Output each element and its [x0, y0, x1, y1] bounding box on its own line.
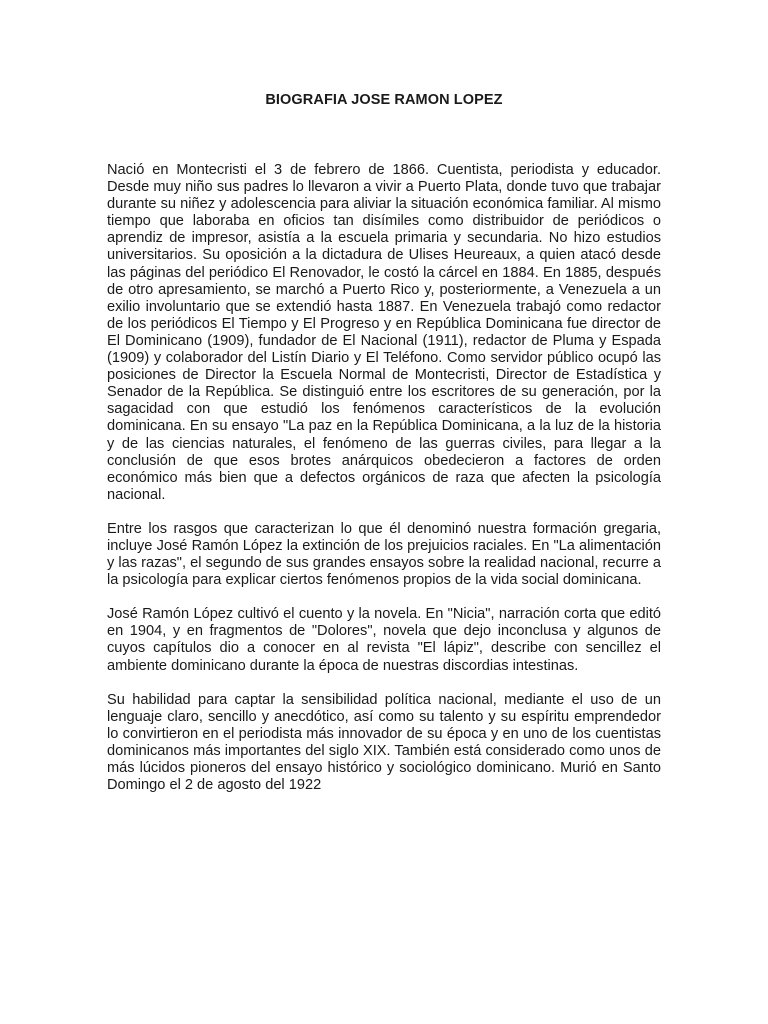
paragraph-racial-prejudice: Entre los rasgos que caracterizan lo que él denominó nuestra formación gregaria, incluye José Ramón López la extinción de los prejuicios raciales. En "La alimentación y las razas", el segundo de sus grandes ensayos sobre la realidad nacional, recurre a la psicología para explicar ciertos fenómenos propios de la vida social dominicana.: [107, 520, 661, 589]
paragraph-legacy: Su habilidad para captar la sensibilidad política nacional, mediante el uso de un lenguaje claro, sencillo y anecdótico, así como su talento y su espíritu emprendedor lo convirtieron en el periodista más innovador de su época y en uno de los cuentistas dominicanos más importantes del siglo XIX. También está considerado como unos de más lúcidos pioneros del ensayo histórico y sociológico dominicano. Murió en Santo Domingo el 2 de agosto del 1922: [107, 691, 661, 794]
paragraph-biography: Nació en Montecristi el 3 de febrero de 1866. Cuentista, periodista y educador. Desde muy niño sus padres lo llevaron a vivir a Puerto Plata, donde tuvo que trabajar durante su niñez y adolescencia para aliviar la situación económica familiar. Al mismo tiempo que laboraba en oficios tan disímiles como distribuidor de periódicos o aprendiz de impresor, asistía a la escuela primaria y secundaria. No hizo estudios universitarios. Su oposición a la dictadura de Ulises Heureaux, a quien atacó desde las páginas del periódico El Renovador, le costó la cárcel en 1884. En 1885, después de otro apresamiento, se marchó a Puerto Rico y, posteriormente, a Venezuela a un exilio involuntario que se extendió hasta 1887. En Venezuela trabajó como redactor de los periódicos El Tiempo y El Progreso y en República Dominicana fue director de El Dominicano (1909), fundador de El Nacional (1911), redactor de Pluma y Espada (1909) y colaborador del Listín Diario y El Teléfono. Como servidor público ocupó las posiciones de Director la Escuela Normal de Montecristi, Director de Estadística y Senador de la República. Se distinguió entre los escritores de su generación, por la sagacidad con que estudió los fenómenos característicos de la evolución dominicana. En su ensayo "La paz en la República Dominicana, a la luz de la historia y de las ciencias naturales, el fenómeno de las guerras civiles, para llegar a la conclusión de que esos brotes anárquicos obedecieron a factores de orden económico más bien que a defectos orgánicos de raza que afecten la psicología nacional.: [107, 162, 661, 503]
paragraph-fiction-works: José Ramón López cultivó el cuento y la novela. En "Nicia", narración corta que editó en 1904, y en fragmentos de "Dolores", novela que dejo inconclusa y algunos de cuyos capítulos dio a conocer en al revista "El lápiz", describe con sencillez el ambiente dominicano durante la época de nuestras discordias intestinas.: [107, 606, 661, 674]
document-title: BIOGRAFIA JOSE RAMON LOPEZ: [265, 92, 503, 108]
document-body: [107, 162, 661, 811]
